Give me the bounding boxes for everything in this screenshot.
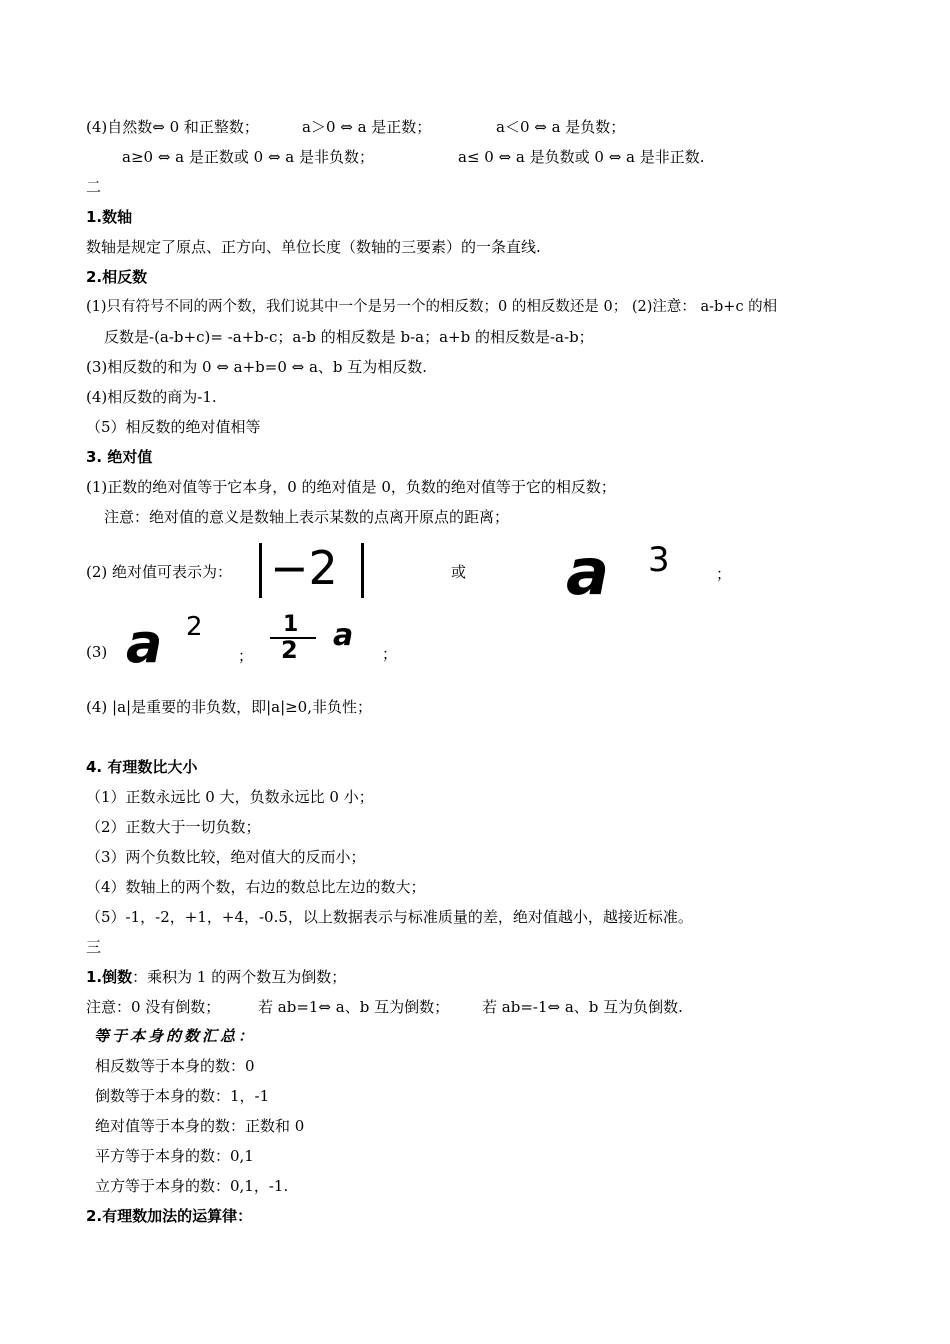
number-line-heading: 1.数轴 <box>86 208 133 226</box>
reciprocal-note-b: 若 ab=1⇔ a、b 互为倒数； <box>258 998 450 1016</box>
power-base-a: a <box>566 536 610 610</box>
summary-s1: 相反数等于本身的数：0 <box>95 1057 255 1075</box>
number-line-def: 数轴是规定了原点、正方向、单位长度（数轴的三要素）的一条直线. <box>86 238 541 256</box>
opposite-p5: （5）相反数的绝对值相等 <box>86 418 261 436</box>
natural-number-line: (4)自然数⇔ 0 和正整数； <box>86 118 259 136</box>
opposite-p1-cont: 反数是-(a-b+c)= -a+b-c；a-b 的相反数是 b-a；a+b 的相反数是-a-b； <box>104 328 594 346</box>
compare-r3: （3）两个负数比较，绝对值大的反而小； <box>86 848 366 866</box>
abs-p4: (4) |a|是重要的非负数，即|a|≥0,非负性； <box>86 698 372 716</box>
semicolon-1: ； <box>716 565 732 583</box>
summary-s2: 倒数等于本身的数：1，-1 <box>95 1087 270 1105</box>
abs-p1: (1)正数的绝对值等于它本身，0 的绝对值是 0，负数的绝对值等于它的相反数； <box>86 478 616 496</box>
square-exponent-2: 2 <box>186 612 203 642</box>
abs-note: 注意：绝对值的意义是数轴上表示某数的点离开原点的距离； <box>104 508 510 526</box>
power-exponent-3: 3 <box>648 540 670 580</box>
abs-or: 或 <box>451 563 467 581</box>
compare-r4: （4）数轴上的两个数，右边的数总比左边的数大； <box>86 878 426 896</box>
nonpositive-def: a≤ 0 ⇔ a 是负数或 0 ⇔ a 是非正数. <box>458 148 705 166</box>
absolute-value-heading: 3. 绝对值 <box>86 448 153 466</box>
abs-p2-label: (2) 绝对值可表示为： <box>86 563 233 581</box>
reciprocal-heading: 1.倒数 <box>86 968 133 986</box>
summary-title: 等于本身的数汇总： <box>94 1027 257 1045</box>
compare-heading: 4. 有理数比大小 <box>86 758 198 776</box>
section-two-title: 二 <box>86 178 102 196</box>
reciprocal-def: ：乘积为 1 的两个数互为倒数； <box>132 968 347 986</box>
square-base-a: a <box>126 612 163 675</box>
abs-p3-label: (3) <box>86 643 108 661</box>
abs-bar-left <box>259 543 262 598</box>
fraction-denominator: 2 <box>281 636 298 664</box>
abs-bar-right <box>361 543 364 598</box>
fraction-variable-a: a <box>333 618 354 653</box>
opposite-p4: (4)相反数的商为-1. <box>86 388 217 406</box>
summary-s4: 平方等于本身的数：0,1 <box>95 1147 254 1165</box>
reciprocal-note-a: 注意：0 没有倒数； <box>86 998 221 1016</box>
semicolon-3: ； <box>382 645 398 663</box>
opposite-heading: 2.相反数 <box>86 268 148 286</box>
reciprocal-note-c: 若 ab=-1⇔ a、b 互为负倒数. <box>482 998 683 1016</box>
fraction-numerator: 1 <box>283 612 299 637</box>
compare-r1: （1）正数永远比 0 大，负数永远比 0 小； <box>86 788 374 806</box>
abs-expression: −2 <box>270 541 338 595</box>
summary-s3: 绝对值等于本身的数：正数和 0 <box>95 1117 305 1135</box>
positive-def: a＞0 ⇔ a 是正数； <box>302 118 432 136</box>
section-three-title: 三 <box>86 938 102 956</box>
summary-s5: 立方等于本身的数：0,1，-1. <box>95 1177 289 1195</box>
semicolon-2: ； <box>238 647 254 665</box>
compare-r2: （2）正数大于一切负数； <box>86 818 261 836</box>
compare-r5: （5）-1，-2，+1，+4，-0.5，以上数据表示与标准质量的差，绝对值越小，越接近标准。 <box>86 908 693 926</box>
reciprocal-line <box>86 967 346 987</box>
negative-def: a＜0 ⇔ a 是负数； <box>496 118 626 136</box>
nonnegative-def: a≥0 ⇔ a 是正数或 0 ⇔ a 是非负数； <box>122 148 374 166</box>
addition-laws-heading: 2.有理数加法的运算律： <box>86 1207 253 1225</box>
opposite-p1: (1)只有符号不同的两个数，我们说其中一个是另一个的相反数；0 的相反数还是 0； (2)注意： a-b+c 的相 <box>86 299 778 315</box>
opposite-p3: (3)相反数的和为 0 ⇔ a+b=0 ⇔ a、b 互为相反数. <box>86 358 428 376</box>
